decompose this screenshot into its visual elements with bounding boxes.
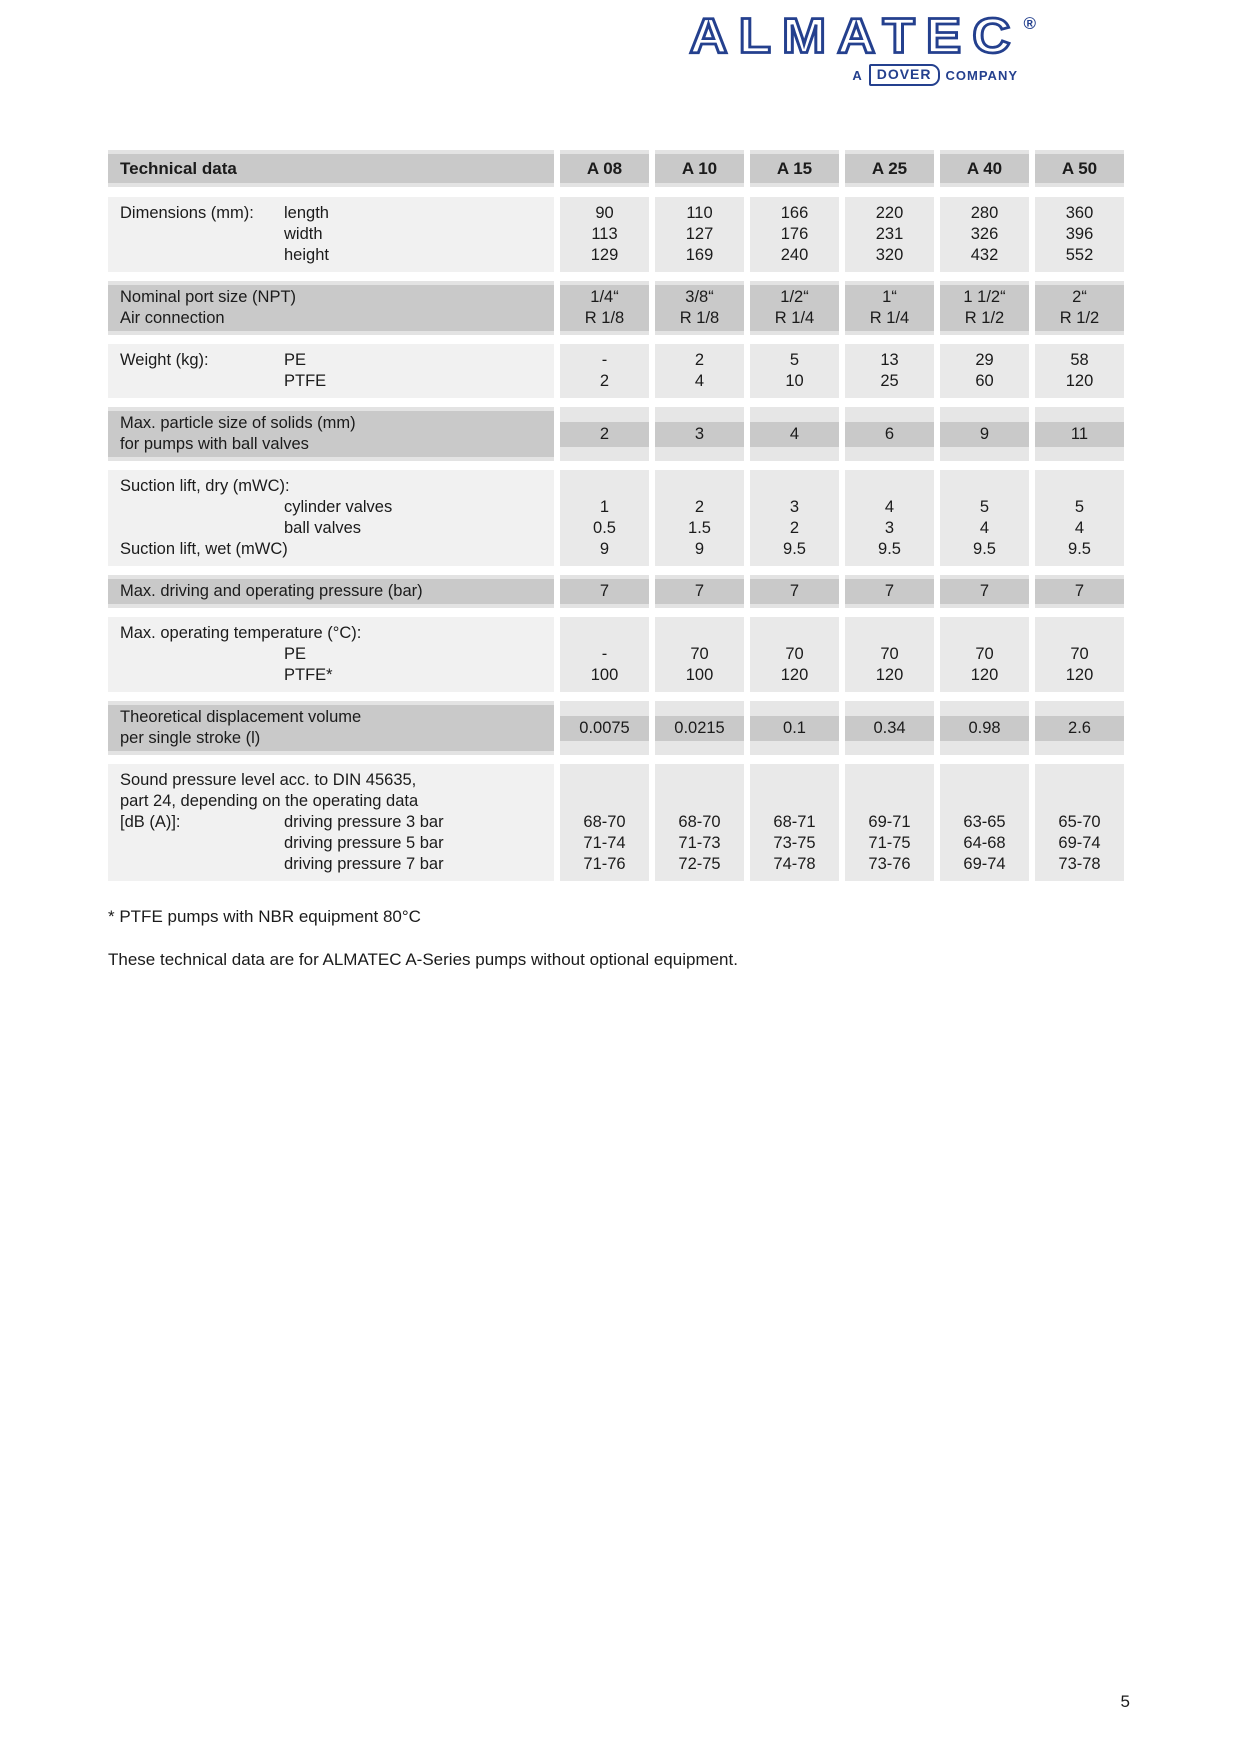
- value: 5: [1074, 498, 1085, 516]
- value: 71-74: [583, 834, 626, 852]
- row-label-line: Max. driving and operating pressure (bar): [120, 582, 423, 600]
- value: 58: [1070, 351, 1089, 369]
- value-spacer: [1035, 476, 1124, 497]
- value: 7: [979, 582, 990, 600]
- value-cell: [655, 407, 744, 461]
- value: 2: [560, 422, 649, 447]
- value: 73-76: [868, 855, 911, 873]
- value: 176: [780, 225, 809, 243]
- value: 70: [690, 645, 709, 663]
- table-block-port-size: [108, 281, 1124, 335]
- value-spacer: [845, 791, 934, 812]
- table-header-row: [108, 150, 1124, 187]
- value: 2.6: [1035, 716, 1124, 741]
- value: 5: [789, 351, 800, 369]
- dover-logo: DOVER: [869, 64, 940, 86]
- table-block-particle-size: [108, 407, 1124, 461]
- value: 9.5: [878, 540, 901, 558]
- value-cell: [655, 764, 744, 881]
- value-cell: [750, 701, 839, 755]
- value-cell: [560, 344, 649, 398]
- row-label-line: Weight (kg): PE: [120, 351, 307, 369]
- table-block-max-temperature: [108, 617, 1124, 692]
- value: 326: [970, 225, 999, 243]
- value-cell: [750, 197, 839, 272]
- value: -: [601, 645, 608, 663]
- value-cell: [1035, 701, 1124, 755]
- footnote-ptfe: * PTFE pumps with NBR equipment 80°C: [108, 907, 421, 926]
- value-cell: [845, 197, 934, 272]
- value-spacer: [655, 476, 744, 497]
- value-spacer: [845, 623, 934, 644]
- value-cell: [845, 281, 934, 335]
- tagline-a: A: [852, 67, 863, 83]
- value: 120: [970, 666, 999, 684]
- registered-trademark-icon: ®: [1023, 14, 1036, 33]
- value: 29: [975, 351, 994, 369]
- value-cell: [940, 764, 1029, 881]
- value-spacer: [750, 770, 839, 791]
- column-header-a50: A 50: [1035, 150, 1124, 187]
- value: 1“: [882, 288, 897, 306]
- value: 3: [789, 498, 800, 516]
- value-spacer: [1035, 623, 1124, 644]
- value: 68-70: [678, 813, 721, 831]
- value: 0.34: [845, 716, 934, 741]
- almatec-wordmark-row: [626, 9, 1036, 64]
- value: 120: [1065, 372, 1094, 390]
- value-cell: [940, 344, 1029, 398]
- row-label-line: Air connection: [120, 309, 225, 327]
- value: 69-74: [963, 855, 1006, 873]
- value: 2: [599, 372, 610, 390]
- value: 240: [780, 246, 809, 264]
- value-cell: [1035, 617, 1124, 692]
- value-cell: [655, 575, 744, 608]
- value: 0.5: [593, 519, 616, 537]
- row-label-line: PE: [284, 645, 307, 663]
- value-cell: [750, 764, 839, 881]
- table-title: Technical data: [120, 159, 237, 178]
- value: 71-75: [868, 834, 911, 852]
- column-header-a25: A 25: [845, 150, 934, 187]
- table-block-max-pressure: [108, 575, 1124, 608]
- row-label-line: part 24, depending on the operating data: [120, 792, 419, 810]
- value: 0.0215: [655, 716, 744, 741]
- value: 71-73: [678, 834, 721, 852]
- row-label-line: Dimensions (mm): length: [120, 204, 329, 222]
- technical-table: [108, 150, 1124, 881]
- row-label-cell: [108, 344, 554, 398]
- value-cell: [845, 701, 934, 755]
- row-label-cell: [108, 617, 554, 692]
- value: 70: [975, 645, 994, 663]
- value: 73-75: [773, 834, 816, 852]
- row-label-line: per single stroke (l): [120, 729, 261, 747]
- table-block-weight: [108, 344, 1124, 398]
- value: 3/8“: [685, 288, 714, 306]
- value-spacer: [940, 770, 1029, 791]
- value: 13: [880, 351, 899, 369]
- value-cell: [560, 701, 649, 755]
- almatec-wordmark: ALMATEC: [689, 9, 1022, 64]
- value: 74-78: [773, 855, 816, 873]
- value: 7: [884, 582, 895, 600]
- value: 3: [655, 422, 744, 447]
- value-cell: [655, 197, 744, 272]
- value: 1/2“: [780, 288, 809, 306]
- value: -: [601, 351, 608, 369]
- row-label-line: [dB (A)]: driving pressure 3 bar: [120, 813, 444, 831]
- value: 169: [685, 246, 714, 264]
- row-label-cell: [108, 281, 554, 335]
- value: 120: [780, 666, 809, 684]
- value: 1 1/2“: [963, 288, 1006, 306]
- row-label-line: PTFE: [284, 372, 327, 390]
- value-spacer: [560, 770, 649, 791]
- row-label-line: PTFE*: [284, 666, 333, 684]
- value: 280: [970, 204, 999, 222]
- value-cell: [750, 281, 839, 335]
- value-cell: [1035, 281, 1124, 335]
- value: 432: [970, 246, 999, 264]
- value: 64-68: [963, 834, 1006, 852]
- row-label-line: Sound pressure level acc. to DIN 45635,: [120, 771, 417, 789]
- table-block-dimensions: [108, 197, 1124, 272]
- value-cell: [655, 344, 744, 398]
- value: 7: [694, 582, 705, 600]
- value-cell: [1035, 344, 1124, 398]
- value-cell: [560, 617, 649, 692]
- value-cell: [560, 575, 649, 608]
- value-cell: [845, 407, 934, 461]
- value: 69-71: [868, 813, 911, 831]
- row-label-line: width: [284, 225, 323, 243]
- value: 7: [1074, 582, 1085, 600]
- row-label-line: driving pressure 5 bar: [284, 834, 444, 852]
- value-spacer: [750, 791, 839, 812]
- column-header-a40: A 40: [940, 150, 1029, 187]
- table-title-cell: [108, 150, 554, 187]
- row-label-line: for pumps with ball valves: [120, 435, 309, 453]
- value: 71-76: [583, 855, 626, 873]
- row-label-cell: [108, 407, 554, 461]
- value-cell: [940, 470, 1029, 566]
- value: 2“: [1072, 288, 1087, 306]
- value-cell: [940, 281, 1029, 335]
- page-content: [108, 150, 1124, 970]
- value-spacer: [940, 476, 1029, 497]
- value-cell: [750, 470, 839, 566]
- value-cell: [1035, 470, 1124, 566]
- value: 0.0075: [560, 716, 649, 741]
- footnote-series: These technical data are for ALMATEC A-Series pumps without optional equipment.: [108, 950, 738, 969]
- value-cell: [845, 617, 934, 692]
- value: 0.98: [940, 716, 1029, 741]
- value: 9: [940, 422, 1029, 447]
- row-label-line: Max. particle size of solids (mm): [120, 414, 356, 432]
- value: 11: [1035, 422, 1124, 447]
- value-spacer: [750, 623, 839, 644]
- value-cell: [1035, 764, 1124, 881]
- row-label-line: Theoretical displacement volume: [120, 708, 362, 726]
- value: 72-75: [678, 855, 721, 873]
- value: 68-71: [773, 813, 816, 831]
- value-spacer: [940, 791, 1029, 812]
- value: 113: [591, 225, 618, 243]
- value: R 1/2: [1059, 309, 1100, 327]
- value: 1/4“: [590, 288, 619, 306]
- value-cell: [940, 197, 1029, 272]
- row-label-line: height: [284, 246, 329, 264]
- value-spacer: [655, 623, 744, 644]
- column-header-a15: A 15: [750, 150, 839, 187]
- value-cell: [1035, 575, 1124, 608]
- row-label-cell: [108, 764, 554, 881]
- row-label-cell: [108, 575, 554, 608]
- value: 320: [875, 246, 904, 264]
- value: 4: [750, 422, 839, 447]
- column-header-a10: A 10: [655, 150, 744, 187]
- value: 4: [884, 498, 895, 516]
- value-cell: [940, 617, 1029, 692]
- value: 73-78: [1058, 855, 1101, 873]
- column-header-a08: A 08: [560, 150, 649, 187]
- value: 1: [599, 498, 610, 516]
- page-number: 5: [1120, 1692, 1130, 1711]
- value: 70: [785, 645, 804, 663]
- value: 2: [694, 498, 705, 516]
- value-spacer: [655, 791, 744, 812]
- value-spacer: [560, 791, 649, 812]
- value-cell: [560, 197, 649, 272]
- table-block-displacement: [108, 701, 1124, 755]
- value-spacer: [560, 623, 649, 644]
- value: 100: [685, 666, 714, 684]
- value: 127: [685, 225, 714, 243]
- value: R 1/8: [679, 309, 720, 327]
- value-cell: [1035, 197, 1124, 272]
- table-block-sound-pressure: [108, 764, 1124, 881]
- value: R 1/8: [584, 309, 625, 327]
- value-spacer: [655, 770, 744, 791]
- value-cell: [560, 281, 649, 335]
- value: 4: [694, 372, 705, 390]
- value: 166: [780, 204, 809, 222]
- value-cell: [655, 281, 744, 335]
- value: 68-70: [583, 813, 626, 831]
- value: 9.5: [973, 540, 996, 558]
- value-cell: [845, 470, 934, 566]
- value: 90: [595, 204, 614, 222]
- value: 60: [975, 372, 994, 390]
- value-spacer: [845, 476, 934, 497]
- row-label-line: Max. operating temperature (°C):: [120, 624, 362, 642]
- value-spacer: [940, 623, 1029, 644]
- row-label-cell: [108, 197, 554, 272]
- table-block-suction-lift: [108, 470, 1124, 566]
- value-cell: [655, 470, 744, 566]
- value: 65-70: [1058, 813, 1101, 831]
- value-cell: [750, 617, 839, 692]
- value-cell: [655, 701, 744, 755]
- value-cell: [940, 575, 1029, 608]
- value: 110: [686, 204, 713, 222]
- value: 396: [1065, 225, 1094, 243]
- row-label-line: ball valves: [284, 519, 362, 537]
- value: 9.5: [783, 540, 806, 558]
- value: R 1/4: [869, 309, 910, 327]
- value-spacer: [560, 476, 649, 497]
- value: R 1/2: [964, 309, 1005, 327]
- value: 63-65: [963, 813, 1006, 831]
- row-label-line: driving pressure 7 bar: [284, 855, 444, 873]
- value: 2: [789, 519, 800, 537]
- value: 552: [1065, 246, 1094, 264]
- value: 4: [979, 519, 990, 537]
- row-label-line: Suction lift, wet (mWC): [120, 540, 288, 558]
- value: 7: [599, 582, 610, 600]
- value: 9: [694, 540, 705, 558]
- almatec-logo: [626, 9, 1036, 86]
- row-label-cell: [108, 701, 554, 755]
- value: 120: [875, 666, 904, 684]
- value-cell: [655, 617, 744, 692]
- value: 1.5: [688, 519, 711, 537]
- value-cell: [940, 701, 1029, 755]
- value-cell: [750, 407, 839, 461]
- value: 10: [785, 372, 804, 390]
- value: 7: [789, 582, 800, 600]
- value: 360: [1065, 204, 1094, 222]
- value-cell: [750, 575, 839, 608]
- row-label-cell: [108, 470, 554, 566]
- value-spacer: [1035, 791, 1124, 812]
- value: 2: [694, 351, 705, 369]
- value: 120: [1065, 666, 1094, 684]
- row-label-line: Nominal port size (NPT): [120, 288, 297, 306]
- value-cell: [940, 407, 1029, 461]
- value: 129: [590, 246, 619, 264]
- dover-tagline: [626, 64, 1018, 86]
- value: 100: [590, 666, 619, 684]
- value-cell: [845, 764, 934, 881]
- value: 4: [1074, 519, 1085, 537]
- value-cell: [1035, 407, 1124, 461]
- value-cell: [845, 344, 934, 398]
- value: 9.5: [1068, 540, 1091, 558]
- tagline-company: COMPANY: [945, 67, 1018, 83]
- value: 0.1: [750, 716, 839, 741]
- value: 70: [880, 645, 899, 663]
- value-cell: [750, 344, 839, 398]
- value: 69-74: [1058, 834, 1101, 852]
- value-spacer: [1035, 770, 1124, 791]
- value-cell: [845, 575, 934, 608]
- value: 9: [599, 540, 610, 558]
- value: R 1/4: [774, 309, 815, 327]
- value-cell: [560, 470, 649, 566]
- value: 231: [875, 225, 904, 243]
- value-spacer: [845, 770, 934, 791]
- value-cell: [560, 764, 649, 881]
- value-cell: [560, 407, 649, 461]
- value: 70: [1070, 645, 1089, 663]
- row-label-line: Suction lift, dry (mWC):: [120, 477, 290, 495]
- value: 25: [880, 372, 899, 390]
- value: 5: [979, 498, 990, 516]
- value: 220: [875, 204, 904, 222]
- value: 3: [884, 519, 895, 537]
- value: 6: [845, 422, 934, 447]
- row-label-line: cylinder valves: [284, 498, 393, 516]
- value-spacer: [750, 476, 839, 497]
